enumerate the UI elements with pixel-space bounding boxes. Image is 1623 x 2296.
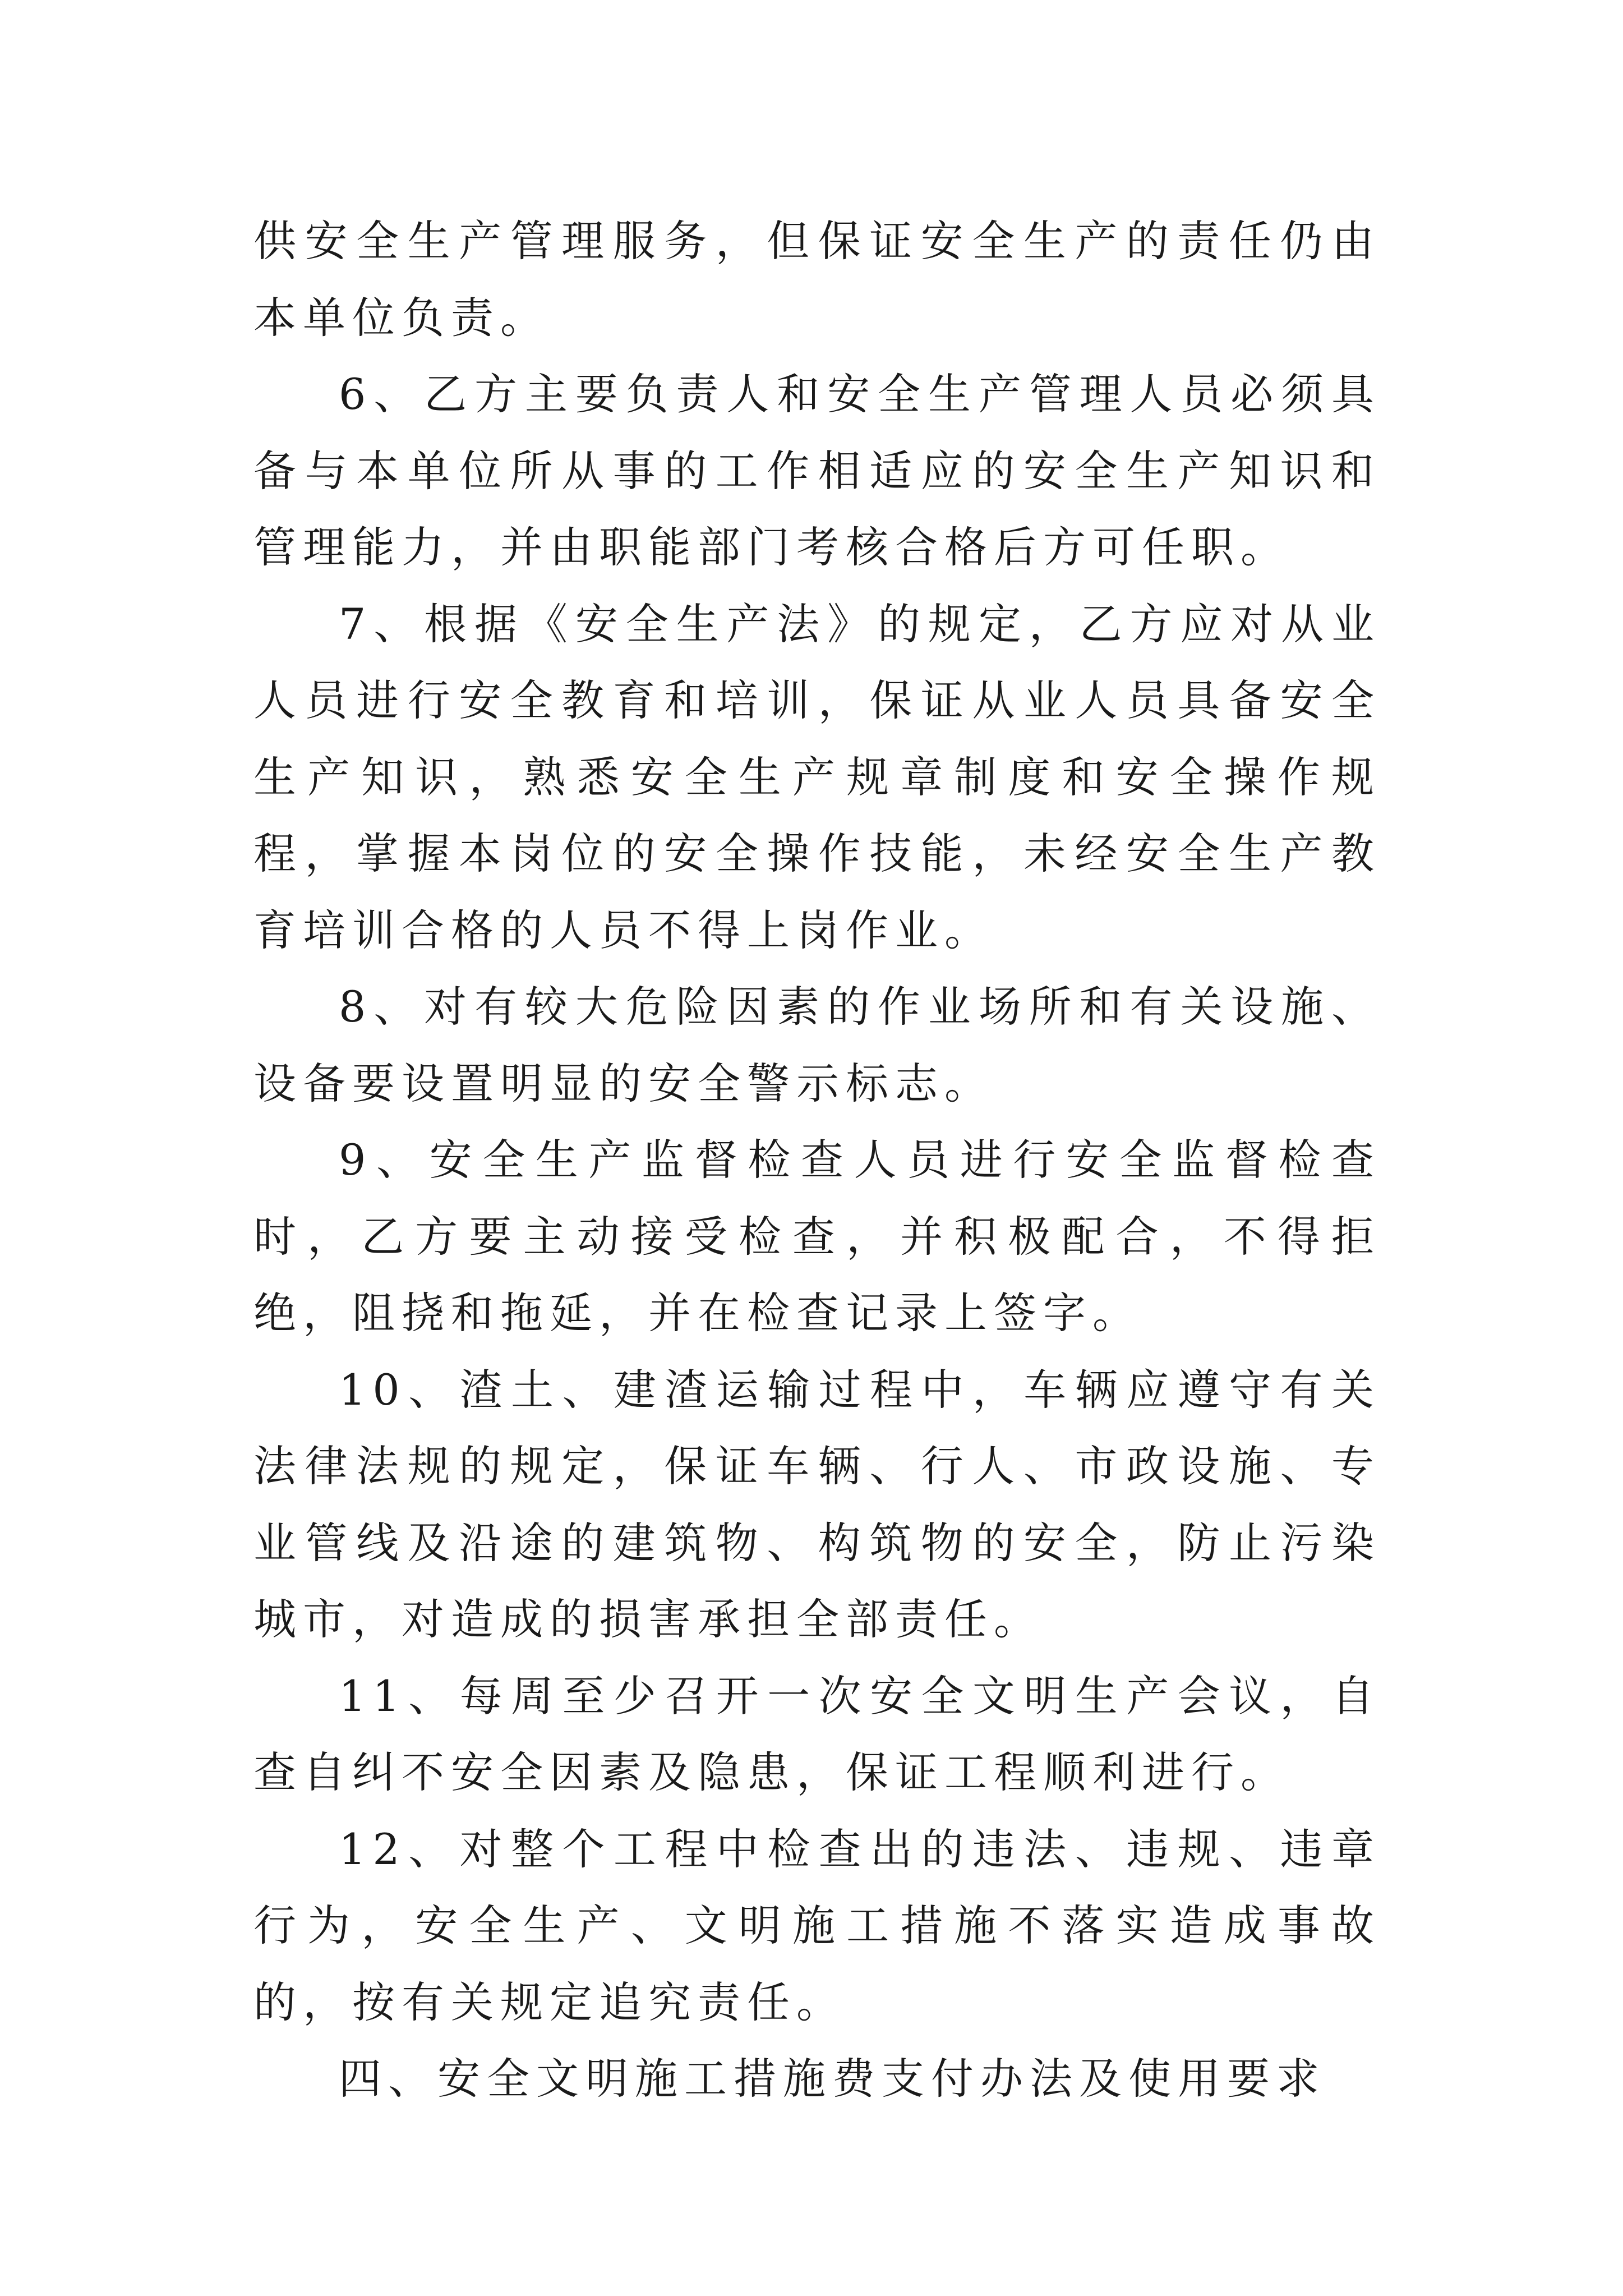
paragraph-item-8: 8、对有较大危险因素的作业场所和有关设施、设备要设置明显的安全警示标志。 [253, 982, 1381, 1108]
paragraph-item-11: 11、每周至少召开一次安全文明生产会议，自查自纠不安全因素及隐患，保证工程顺利进行。 [253, 1671, 1381, 1797]
document-body [253, 203, 1381, 2118]
paragraph-continuation: 供安全生产管理服务，但保证安全生产的责任仍由本单位负责。 [253, 216, 1381, 343]
paragraph-item-7: 7、根据《安全生产法》的规定，乙方应对从业人员进行安全教育和培训，保证从业人员具备安全生产知识，熟悉安全生产规章制度和安全操作规程，掌握本岗位的安全操作技能，未经安全生产教育培训合格的人员不得上岗作业。 [253, 599, 1381, 955]
paragraph-item-10: 10、渣土、建渣运输过程中，车辆应遵守有关法律法规的规定，保证车辆、行人、市政设施、专业管线及沿途的建筑物、构筑物的安全，防止污染城市，对造成的损害承担全部责任。 [253, 1364, 1381, 1644]
section-heading-4: 四、安全文明施工措施费支付办法及使用要求 [339, 2054, 1326, 2104]
paragraph-item-6: 6、乙方主要负责人和安全生产管理人员必须具备与本单位所从事的工作相适应的安全生产知识和管理能力，并由职能部门考核合格后方可任职。 [253, 369, 1381, 572]
paragraph-item-9: 9、安全生产监督检查人员进行安全监督检查时，乙方要主动接受检查，并积极配合，不得拒绝，阻挠和拖延，并在检查记录上签字。 [253, 1135, 1381, 1338]
paragraph-item-12: 12、对整个工程中检查出的违法、违规、违章行为，安全生产、文明施工措施不落实造成事故的，按有关规定追究责任。 [253, 1824, 1381, 2027]
